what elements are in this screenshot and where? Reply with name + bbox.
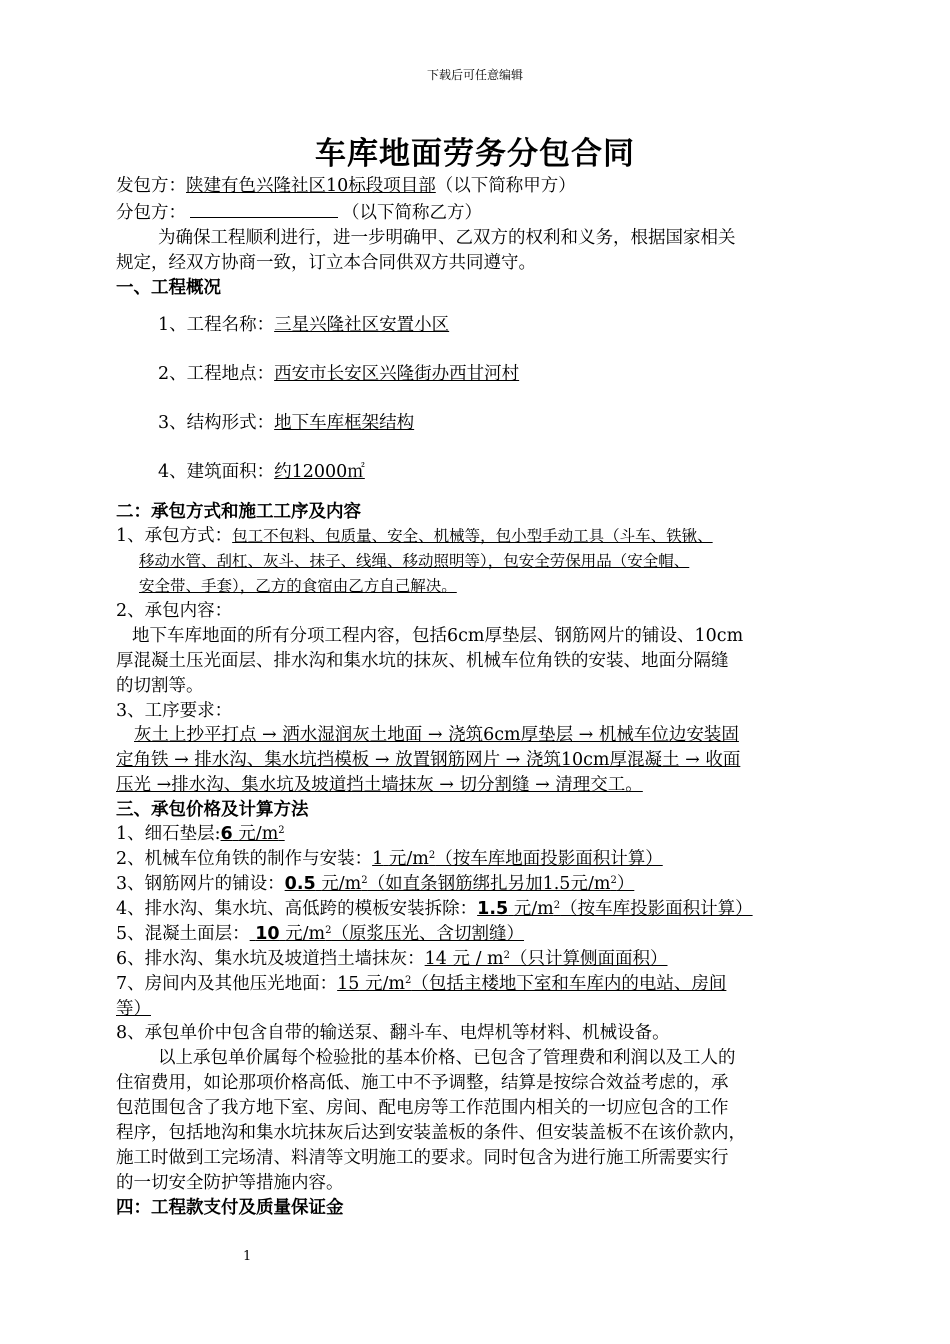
price-7-label: 7、房间内及其他压光地面： [116,974,338,994]
price-para-line-4: 程序，包括地沟和集水坑抹灰后达到安装盖板的条件、但安装盖板不在该价款内， [116,1123,746,1143]
project-location-value: 西安市长安区兴隆街办西甘河村 [274,364,520,384]
project-name-value: 三星兴隆社区安置小区 [274,315,450,335]
party-b-blank [190,199,338,218]
price-5-sup: 2 [325,925,332,936]
contract-title: 车库地面劳务分包合同 [315,136,635,172]
section-1-heading: 一、工程概况 [116,278,221,298]
price-6-label: 6、排水沟、集水坑及坡道挡土墙抹灰： [116,949,425,969]
price-2-note: （按车库地面投影面积计算） [435,849,663,869]
mode-line-3: 安全带、手套），乙方的食宿由乙方自己解决。 [139,577,457,595]
content-line-1: 地下车库地面的所有分项工程内容，包括6cm厚垫层、钢筋网片的铺设、10cm [132,626,744,646]
price-2-sup: 2 [428,850,436,861]
mode-line-2: 移动水管、刮杠、灰斗、抹子、线绳、移动照明等），包安全劳保用品（安全帽、 [139,552,690,570]
party-a-value: 陕建有色兴隆社区10标段项目部 [186,176,436,196]
price-line-5 [116,922,524,946]
content-line-3: 的切割等。 [116,676,204,696]
intro-line-1: 为确保工程顺利进行，进一步明确甲、乙双方的权利和义务，根据国家相关 [158,228,736,248]
price-3-note-end: ） [616,874,635,894]
price-7-value: 15 [337,974,360,994]
price-1-value: 6 [220,824,233,844]
procedure-label: 3、工序要求： [116,701,233,721]
price-1-unit: 元/m [238,824,279,844]
price-3-unit: 元/m [321,874,362,894]
structure-line [158,411,490,435]
price-4-unit: 元/m [513,899,554,919]
mode-line-1 [116,524,713,548]
intro-line-2: 规定，经双方协商一致，订立本合同供双方共同遵守。 [116,253,536,273]
price-3-sup: 2 [361,875,368,886]
price-7-sup: 2 [405,975,412,986]
price-1-sup: 2 [278,825,285,836]
mode-label: 1、承包方式： [116,526,233,546]
procedure-line-1: 灰土上抄平打点 → 洒水湿润灰土地面 → 浇筑6cm厚垫层 → 机械车位边安装固 [134,725,739,745]
price-para-line-2: 住宿费用，如论那项价格高低、施工中不予调整，结算是按综合效益考虑的，承 [116,1073,729,1093]
price-6-unit: 元 / m [452,949,504,969]
price-line-1 [116,822,285,846]
party-a-label: 发包方： [116,176,186,196]
party-a-line [116,174,576,198]
price-6-value: 14 [424,949,447,969]
price-5-label: 5、混凝土面层： [116,924,250,944]
price-4-sup: 2 [553,900,561,911]
price-2-label: 2、机械车位角铁的制作与安装： [116,849,373,869]
section-2-heading: 二：承包方式和施工工序及内容 [116,502,361,522]
page-number: 1 [243,1249,252,1264]
price-2-value: 1 [372,849,384,869]
project-location-label: 2、工程地点： [158,364,275,384]
structure-value: 地下车库框架结构 [274,413,415,433]
party-b-line [116,199,482,225]
area-line [158,460,553,484]
procedure-line-2: 定角铁 → 排水沟、集水坑挡模板 → 放置钢筋网片 → 浇筑10cm厚混凝土 → 收面 [116,750,741,770]
price-3-label: 3、钢筋网片的铺设： [116,874,285,894]
procedure-line-3: 压光 →排水沟、集水坑及坡道挡土墙抹灰 → 切分割缝 → 清理交工。 [116,775,643,795]
area-label: 4、建筑面积： [158,462,275,482]
price-5-note: （原浆压光、含切割缝） [331,924,525,944]
price-line-3 [116,872,634,896]
price-4-label: 4、排水沟、集水坑、高低跨的模板安装拆除： [116,899,478,919]
price-6-sup: 2 [503,950,510,961]
price-1-label: 1、细石垫层: [116,824,221,844]
price-para-line-6: 的一切安全防护等措施内容。 [116,1173,344,1193]
price-line-7-cont: 等） [116,999,151,1019]
section-4-heading: 四：工程款支付及质量保证金 [116,1198,344,1218]
price-line-6 [116,947,668,971]
mode-text-1: 包工不包料、包质量、安全、机械等，包小型手动工具（斗车、铁锹、 [232,527,713,545]
price-7-note: （包括主楼地下室和车库内的电站、房间 [411,974,727,994]
price-2-unit: 元/m [388,849,429,869]
party-b-label: 分包方： [116,203,186,223]
price-3-note: （如直条钢筋绑扎另加1.5元/m [367,874,611,894]
party-b-suffix: （以下简称乙方） [342,203,482,223]
price-line-7 [116,972,726,996]
price-para-line-1: 以上承包单价属每个检验批的基本价格、已包含了管理费和利润以及工人的 [158,1048,736,1068]
content-line-2: 厚混凝土压光面层、排水沟和集水坑的抹灰、机械车位角铁的安装、地面分隔缝 [116,651,729,671]
price-3-note-sup: 2 [610,875,617,886]
header-note: 下载后可任意编辑 [426,68,523,82]
area-value: 约12000㎡ [274,462,365,482]
price-5-value: 10 [255,924,280,944]
price-6-note: （只计算侧面面积） [510,949,668,969]
structure-label: 3、结构形式： [158,413,275,433]
price-para-line-3: 包范围包含了我方地下室、房间、配电房等工作范围内相关的一切应包含的工作 [116,1098,729,1118]
price-line-2 [116,847,663,871]
section-3-heading: 三、承包价格及计算方法 [116,800,309,820]
price-7-unit: 元/m [365,974,405,994]
party-a-suffix: （以下简称甲方） [435,176,576,196]
project-name-line [158,313,501,337]
price-4-value: 1.5 [477,899,509,919]
price-3-value: 0.5 [284,874,316,894]
price-line-8: 8、承包单价中包含自带的输送泵、翻斗车、电焊机等材料、机械设备。 [116,1023,670,1043]
project-location-line [158,362,519,386]
content-label: 2、承包内容： [116,601,233,621]
price-4-note: （按车库投影面积计算） [560,899,753,919]
project-name-label: 1、工程名称： [158,315,275,335]
price-para-line-5: 施工时做到工完场清、料清等文明施工的要求。同时包含为进行施工所需要实行 [116,1148,729,1168]
price-5-unit: 元/m [285,924,326,944]
price-line-4 [116,897,753,921]
